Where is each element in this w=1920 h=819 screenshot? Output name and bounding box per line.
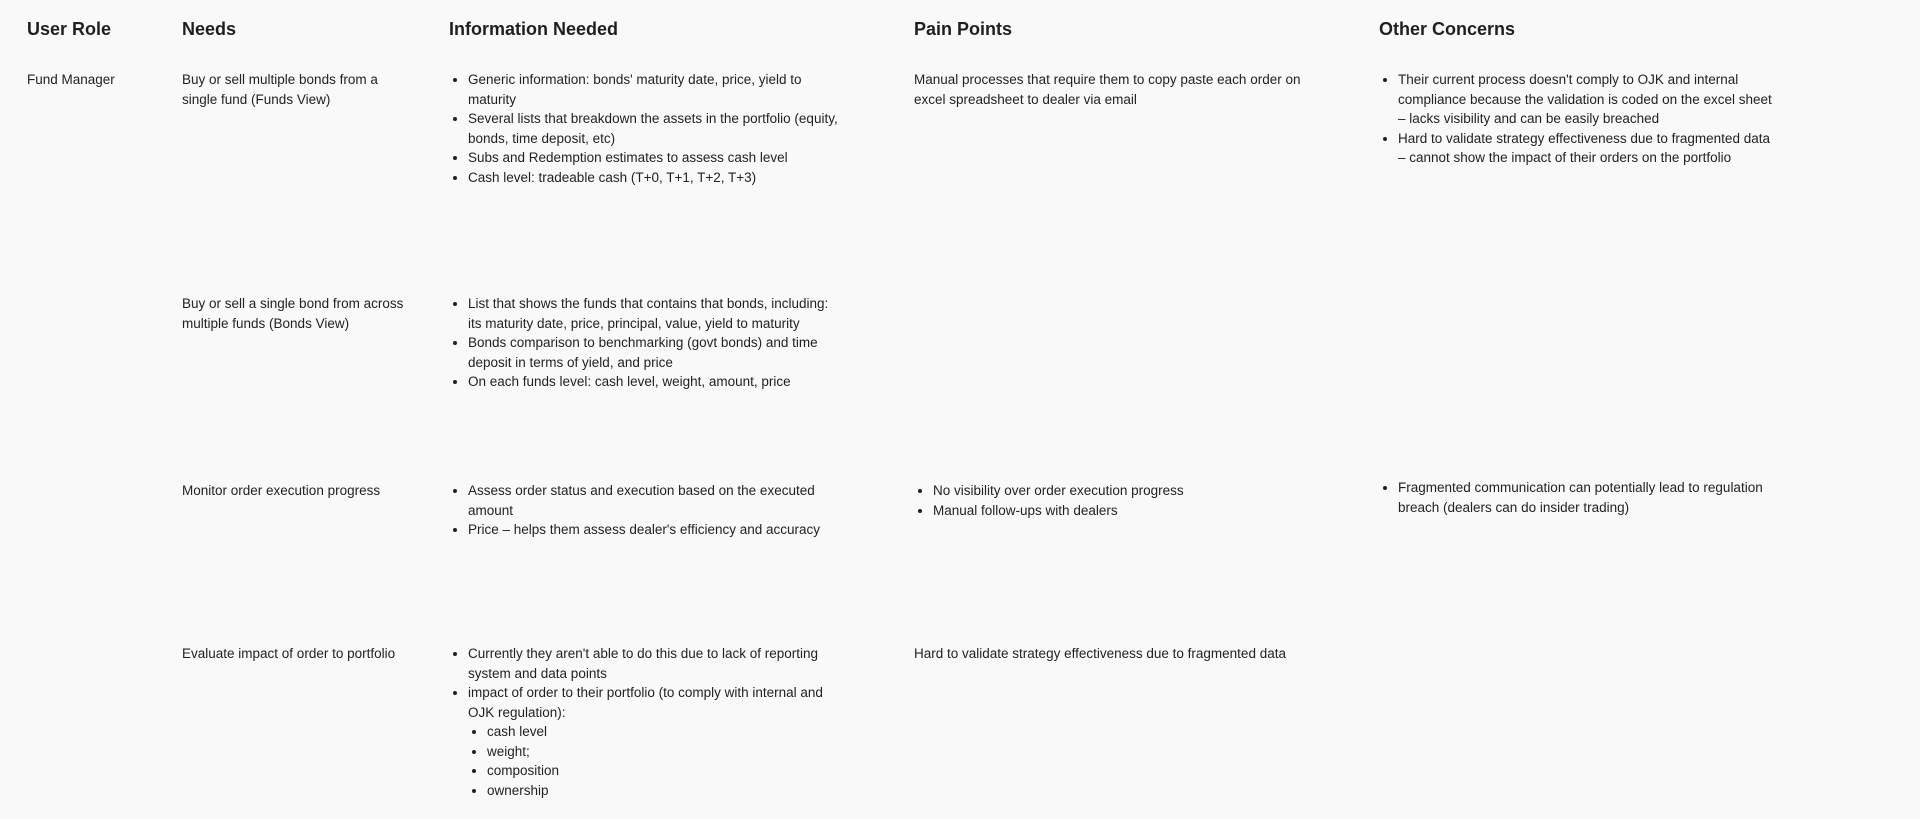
header-user-role: User Role xyxy=(27,19,112,39)
info-subitem: • ownership xyxy=(487,781,839,801)
pain-points-cell xyxy=(914,481,1319,520)
header-information-needed: Information Needed xyxy=(449,19,619,39)
info-needed-cell xyxy=(449,70,839,187)
need-text: Buy or sell a single bond from across multiple funds (Bonds View) xyxy=(182,296,404,331)
info-item: • Bonds comparison to benchmarking (govt bonds) and time deposit in terms of yield, and price xyxy=(468,333,839,372)
header-pain-points: Pain Points xyxy=(914,19,1013,39)
need-text: Monitor order execution progress xyxy=(182,483,381,498)
info-needed-cell xyxy=(449,294,839,392)
other-concerns-cell xyxy=(1379,478,1779,517)
pain-points-cell xyxy=(914,70,1319,109)
pain-text: Hard to validate strategy effectiveness due to fragmented data xyxy=(914,646,1286,661)
info-item: • Subs and Redemption estimates to assess cash level xyxy=(468,148,839,168)
info-item: • Generic information: bonds' maturity date, price, yield to maturity xyxy=(468,70,839,109)
other-list xyxy=(1379,478,1779,517)
other-item: • Hard to validate strategy effectiveness due to fragmented data – cannot show the impact of their orders on the portfolio xyxy=(1398,129,1779,168)
needs-cell xyxy=(182,294,412,333)
info-item xyxy=(468,683,839,800)
info-needed-cell xyxy=(449,481,839,540)
info-list xyxy=(449,70,839,187)
info-subitem: • weight; xyxy=(487,742,839,762)
pain-list xyxy=(914,481,1319,520)
header-needs: Needs xyxy=(182,19,237,39)
needs-cell xyxy=(182,481,412,501)
info-item: • Cash level: tradeable cash (T+0, T+1, T+2, T+3) xyxy=(468,168,839,188)
other-list xyxy=(1379,70,1779,168)
info-item: • List that shows the funds that contains that bonds, including: its maturity date, price, principal, value, yield to maturity xyxy=(468,294,839,333)
info-item: • Several lists that breakdown the assets in the portfolio (equity, bonds, time deposit, etc) xyxy=(468,109,839,148)
needs-cell xyxy=(182,644,412,664)
user-role-cell xyxy=(27,70,157,90)
info-list xyxy=(449,481,839,540)
info-subitem: • composition xyxy=(487,761,839,781)
pain-item: • No visibility over order execution progress xyxy=(933,481,1319,501)
info-sublist xyxy=(468,722,839,800)
info-list xyxy=(449,644,839,800)
info-item: • Currently they aren't able to do this due to lack of reporting system and data points xyxy=(468,644,839,683)
needs-cell xyxy=(182,70,402,109)
info-item: • Assess order status and execution based on the executed amount xyxy=(468,481,839,520)
user-role-text: Fund Manager xyxy=(27,72,115,87)
info-item: • Price – helps them assess dealer's efficiency and accuracy xyxy=(468,520,839,540)
header-other-concerns: Other Concerns xyxy=(1379,19,1516,39)
other-item: • Their current process doesn't comply to OJK and internal compliance because the validation is coded on the excel sheet – lacks visibility and can be easily breached xyxy=(1398,70,1779,129)
pain-item: • Manual follow-ups with dealers xyxy=(933,501,1319,521)
info-item-text: impact of order to their portfolio (to comply with internal and OJK regulation): xyxy=(468,685,823,720)
info-subitem: • cash level xyxy=(487,722,839,742)
other-item: • Fragmented communication can potentially lead to regulation breach (dealers can do insider trading) xyxy=(1398,478,1779,517)
pain-points-cell xyxy=(914,644,1319,664)
info-needed-cell xyxy=(449,644,839,800)
need-text: Buy or sell multiple bonds from a single fund (Funds View) xyxy=(182,72,378,107)
need-text: Evaluate impact of order to portfolio xyxy=(182,646,396,661)
other-concerns-cell xyxy=(1379,70,1779,168)
info-list xyxy=(449,294,839,392)
info-item: • On each funds level: cash level, weight, amount, price xyxy=(468,372,839,392)
pain-text: Manual processes that require them to copy paste each order on excel spreadsheet to dealer via email xyxy=(914,72,1301,107)
